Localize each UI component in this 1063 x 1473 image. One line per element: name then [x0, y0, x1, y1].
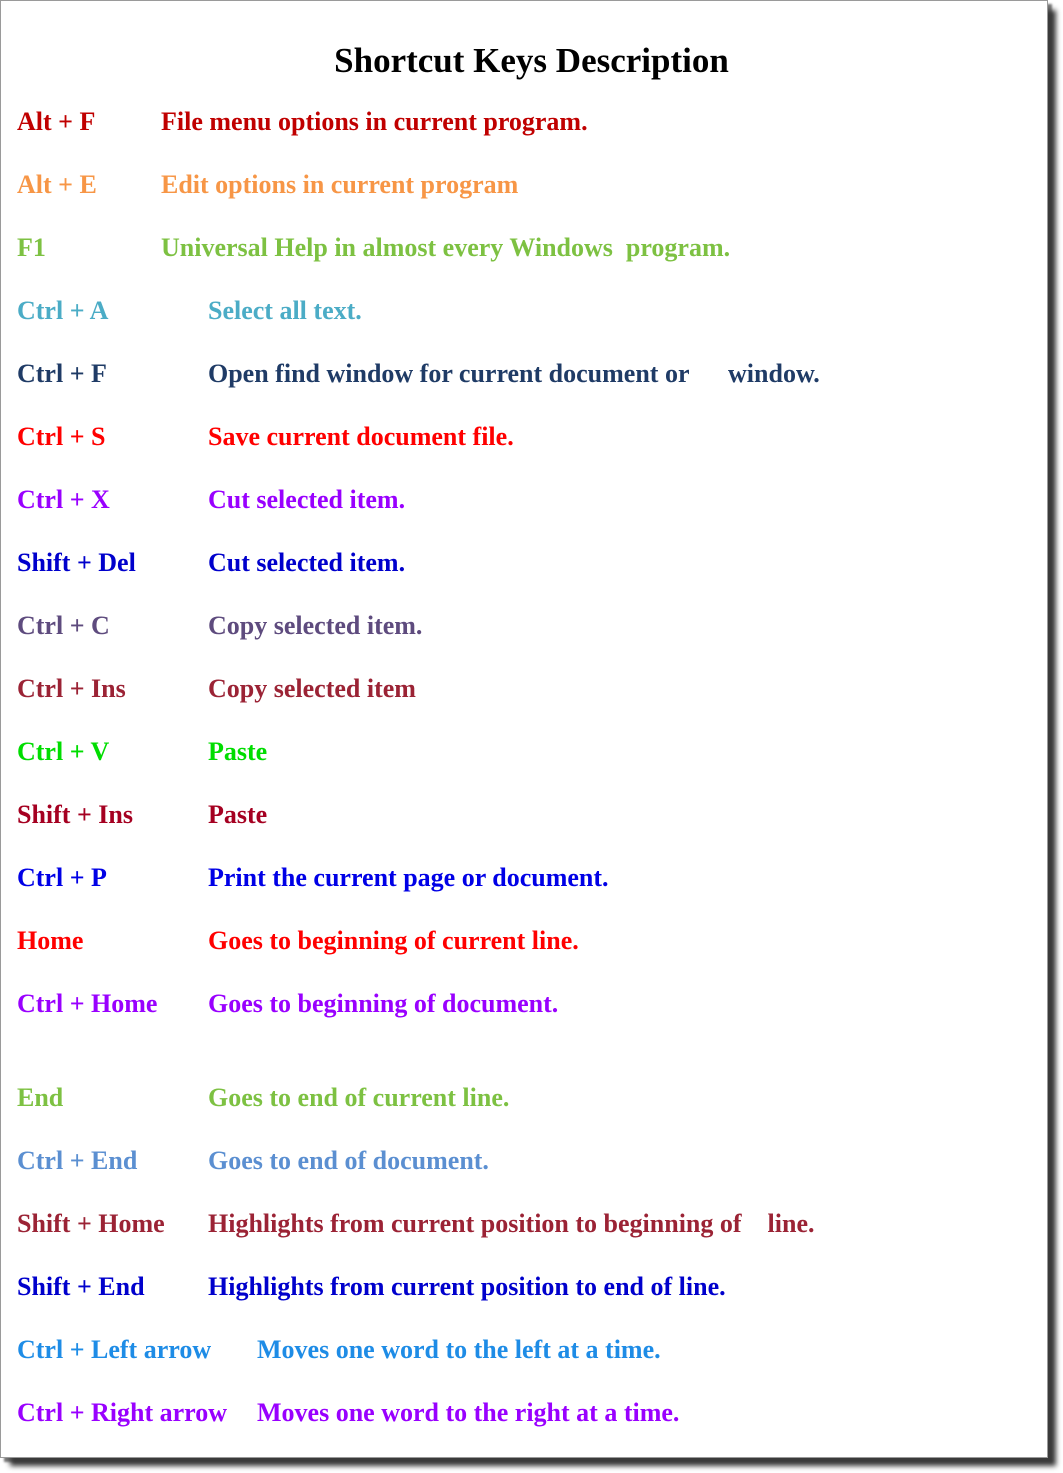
shortcut-key: Ctrl + End — [17, 1146, 138, 1175]
shortcut-description: Highlights from current position to end of line. — [208, 1272, 726, 1301]
shortcut-key: F1 — [17, 233, 46, 262]
shortcut-key: Shift + End — [17, 1272, 145, 1301]
shortcut-row — [0, 671, 1040, 707]
shortcut-row — [0, 1269, 1040, 1305]
shortcut-key: Ctrl + A — [17, 296, 109, 325]
shortcut-key: Shift + Del — [17, 548, 136, 577]
shortcut-row — [0, 986, 1040, 1022]
shortcut-description: Goes to beginning of current line. — [208, 926, 579, 955]
shortcut-row — [0, 1143, 1040, 1179]
shortcut-description: File menu options in current program. — [161, 107, 588, 136]
shortcut-key: Ctrl + S — [17, 422, 106, 451]
shortcut-description: Goes to end of document. — [208, 1146, 489, 1175]
shortcut-row — [0, 1395, 1040, 1431]
page-title: Shortcut Keys Description — [334, 41, 729, 80]
shortcut-key: Shift + Home — [17, 1209, 165, 1238]
shortcut-key: Shift + Ins — [17, 800, 133, 829]
shortcut-description: Moves one word to the right at a time. — [257, 1398, 680, 1427]
shortcut-description: Open find window for current document or window. — [208, 359, 820, 388]
shortcut-key: Ctrl + V — [17, 737, 110, 766]
shortcut-description: Goes to beginning of document. — [208, 989, 559, 1018]
shortcut-key: Alt + F — [17, 107, 96, 136]
shortcut-description: Print the current page or document. — [208, 863, 609, 892]
shortcut-key: Alt + E — [17, 170, 97, 199]
shortcut-row — [0, 419, 1040, 455]
shortcut-row — [0, 734, 1040, 770]
shortcut-row — [0, 104, 1040, 140]
shortcut-key: Home — [17, 926, 84, 955]
shortcut-description: Save current document file. — [208, 422, 514, 451]
shortcut-row — [0, 797, 1040, 833]
shortcut-description: Goes to end of current line. — [208, 1083, 510, 1112]
shortcut-row — [0, 1080, 1040, 1116]
shortcut-key: Ctrl + F — [17, 359, 107, 388]
shortcut-key: Ctrl + X — [17, 485, 110, 514]
shortcut-row — [0, 293, 1040, 329]
shortcut-row — [0, 230, 1040, 266]
shortcut-description: Paste — [208, 737, 268, 766]
shortcut-key: Ctrl + Ins — [17, 674, 126, 703]
shortcut-key: Ctrl + Right arrow — [17, 1398, 228, 1427]
shortcut-description: Cut selected item. — [208, 485, 406, 514]
shortcut-row — [0, 356, 1040, 392]
shortcut-description: Paste — [208, 800, 268, 829]
shortcut-row — [0, 923, 1040, 959]
shortcut-row — [0, 860, 1040, 896]
shortcut-key: Ctrl + Left arrow — [17, 1335, 212, 1364]
shortcut-description: Cut selected item. — [208, 548, 406, 577]
shortcut-row — [0, 167, 1040, 203]
shortcut-description: Copy selected item. — [208, 611, 423, 640]
shortcut-description: Moves one word to the left at a time. — [257, 1335, 661, 1364]
shortcut-row — [0, 1332, 1040, 1368]
shortcut-row — [0, 608, 1040, 644]
shortcut-description: Highlights from current position to beginning of line. — [208, 1209, 815, 1238]
shortcut-description: Copy selected item — [208, 674, 416, 703]
shortcut-description: Universal Help in almost every Windows program. — [161, 233, 731, 262]
shortcut-key: Ctrl + P — [17, 863, 107, 892]
shortcut-row — [0, 482, 1040, 518]
shortcut-row — [0, 545, 1040, 581]
shortcut-key: Ctrl + Home — [17, 989, 158, 1018]
shortcut-description: Select all text. — [208, 296, 362, 325]
shortcut-key: Ctrl + C — [17, 611, 110, 640]
shortcut-row — [0, 1206, 1040, 1242]
shortcut-key: End — [17, 1083, 64, 1112]
shortcut-description: Edit options in current program — [161, 170, 519, 199]
